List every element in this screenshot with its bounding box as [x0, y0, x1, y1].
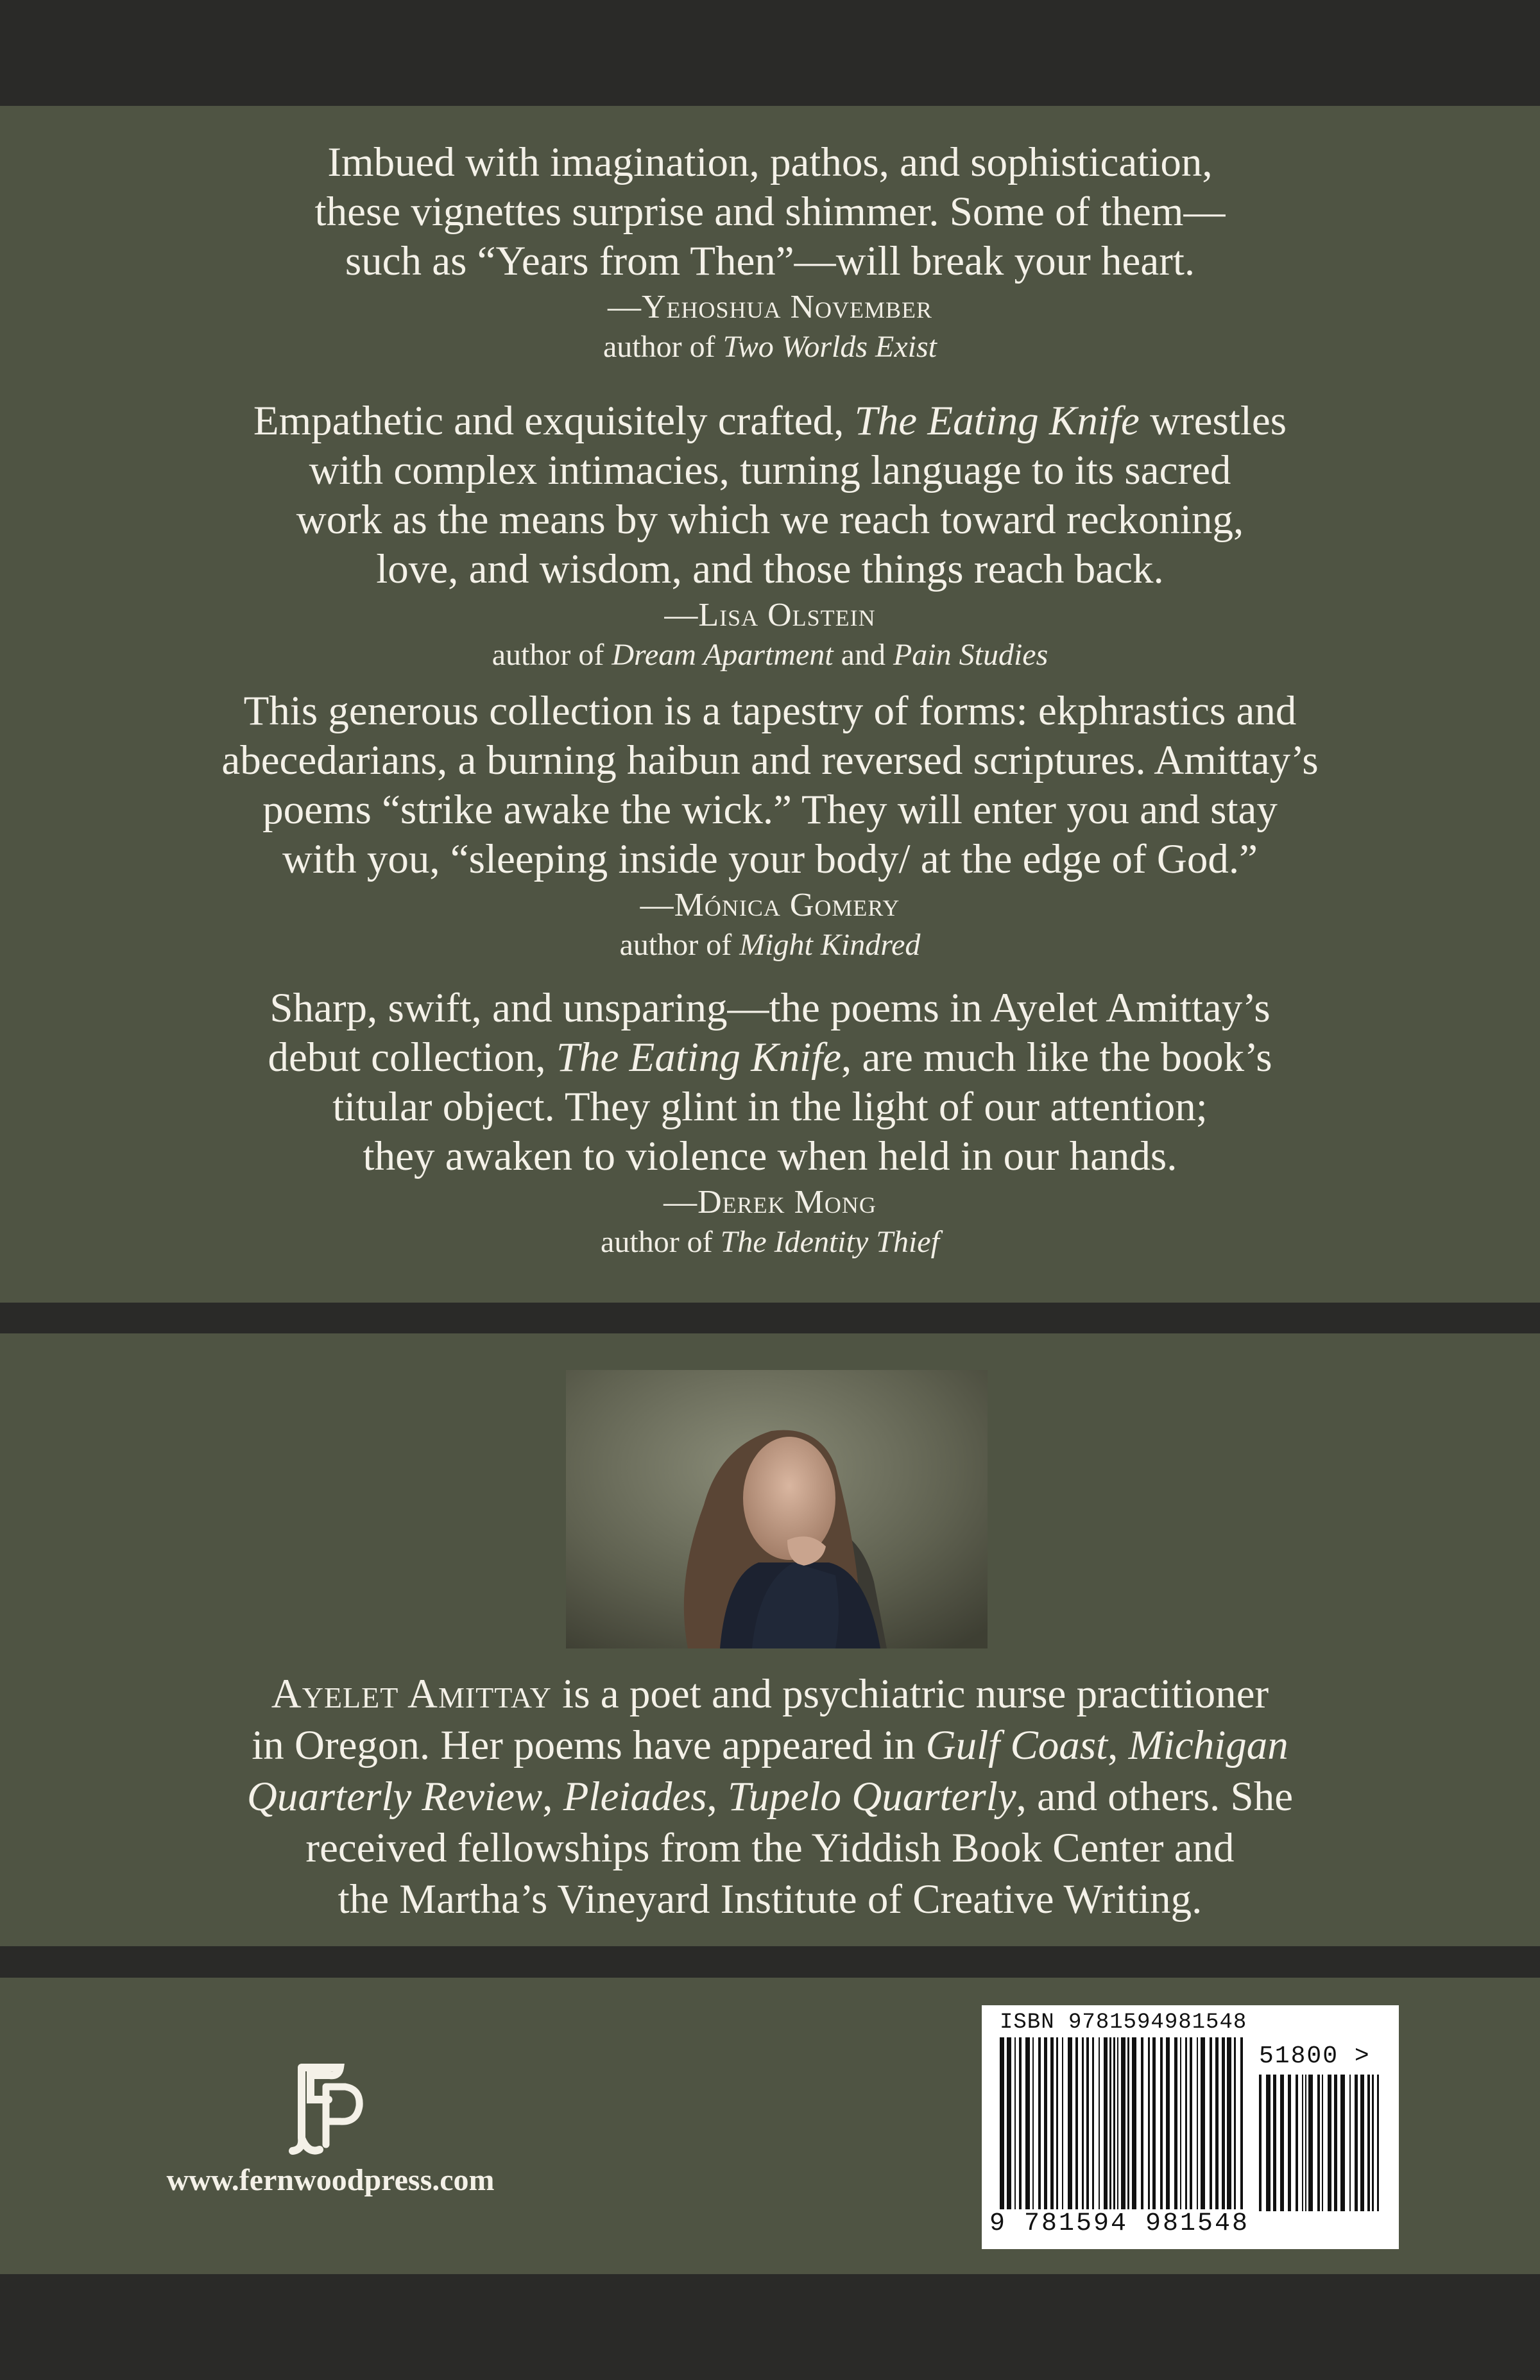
journal-title: Gulf Coast [925, 1722, 1108, 1768]
barcode-bar [1349, 2075, 1351, 2211]
quote-line-1: Sharp, swift, and unsparing—the poems in Ayelet Amittay’s [270, 985, 1270, 1031]
barcode-bar [1104, 2037, 1108, 2209]
barcode-bar [1109, 2037, 1111, 2209]
barcode-bar [1148, 2037, 1150, 2209]
bio-text: , [706, 1774, 728, 1820]
barcode-bar [1044, 2037, 1047, 2209]
barcode-bar [1141, 2037, 1143, 2209]
barcode-bar [1328, 2075, 1331, 2211]
barcode-bar [1340, 2075, 1345, 2211]
barcode-bar [1210, 2037, 1212, 2209]
bio-text: , [1108, 1722, 1129, 1768]
quote-attribution: —Derek Mong [663, 1184, 877, 1220]
book-prefix: author of [603, 330, 723, 364]
publisher-website-link[interactable]: www.fernwoodpress.com [166, 2163, 495, 2197]
book-title: Dream Apartment [612, 638, 834, 672]
barcode-bar [1360, 2075, 1364, 2211]
barcode-bar [1305, 2075, 1306, 2211]
bio-text: , and others. She [1016, 1774, 1294, 1820]
barcode-bar [1201, 2037, 1205, 2209]
isbn-barcode [982, 2005, 1399, 2249]
barcode-bar [1000, 2037, 1004, 2223]
barcode-bar [1056, 2037, 1058, 2209]
journal-title: Tupelo Quarterly [728, 1774, 1016, 1820]
isbn-label: ISBN 9781594981548 [1000, 2010, 1247, 2035]
book-prefix: author of [619, 928, 740, 962]
barcode-bar [1234, 2037, 1236, 2209]
barcode-bar [1019, 2037, 1022, 2209]
book-title: Two Worlds Exist [723, 330, 937, 364]
quote-line-2 [0, 1033, 1540, 1083]
barcode-bar [1185, 2037, 1187, 2209]
bio-line-5: the Martha’s Vineyard Institute of Creative Writing. [338, 1876, 1202, 1922]
barcode-main-bars [1000, 2037, 1250, 2223]
barcode-bar [1152, 2037, 1156, 2209]
barcode-bar [1121, 2037, 1125, 2209]
journal-title: Quarterly Review [246, 1774, 543, 1820]
quote-author-book [0, 635, 1540, 675]
barcode-bar [1296, 2075, 1298, 2211]
bio-text: , [542, 1774, 563, 1820]
barcode-bar [1308, 2075, 1313, 2211]
isbn-digits: 9 781594 981548 [987, 2209, 1252, 2238]
author-photo [566, 1370, 988, 1648]
barcode-bar [1014, 2037, 1016, 2209]
barcode-bar [1322, 2075, 1323, 2211]
barcode-bar [1007, 2037, 1011, 2223]
quote-attribution: —Mónica Gomery [640, 887, 900, 923]
book-joiner: and [833, 638, 893, 672]
book-prefix: author of [601, 1225, 721, 1259]
author-bio [0, 1668, 1540, 1925]
quote-author-book [0, 1222, 1540, 1262]
barcode-bar [1273, 2075, 1276, 2211]
barcode-bar [1082, 2037, 1084, 2209]
barcode-bar [1068, 2037, 1072, 2209]
barcode-bar [1032, 2037, 1034, 2209]
bio-text: in Oregon. Her poems have appeared in [252, 1722, 926, 1768]
quote-lead-tail: , are much like the book’s [841, 1034, 1272, 1081]
barcode-bar [1160, 2037, 1163, 2209]
book-title: Might Kindred [739, 928, 921, 962]
bio-line-3 [0, 1771, 1540, 1822]
barcode-bar [1174, 2037, 1177, 2223]
quote-book-title: The Eating Knife [854, 398, 1140, 444]
bio-line-2 [0, 1720, 1540, 1771]
quote-text: titular object. They glint in the light of our attention; they awaken to violence when held in our hands. [332, 1084, 1208, 1179]
quote-text: This generous collection is a tapestry of forms: ekphrastics and abecedarians, a burning haibun and reversed scriptures. Amittay’s poems “strike awake the wick.” They will enter you and stay with you, “sleeping inside your body/ at the edge of God.” [221, 688, 1319, 882]
fp-monogram-icon [289, 2061, 366, 2157]
book-title-2: Pain Studies [893, 638, 1048, 672]
journal-title: Pleiades [563, 1774, 707, 1820]
quote-attribution: —Lisa Olstein [664, 597, 876, 633]
quote-lead: Empathetic and exquisitely crafted, [253, 398, 855, 444]
quote-attribution: —Yehoshua November [607, 289, 933, 325]
book-title: The Identity Thief [720, 1225, 939, 1259]
quote-author-book [0, 327, 1540, 367]
barcode-bar [1190, 2037, 1192, 2209]
bio-author-name: Ayelet Amittay [271, 1671, 552, 1717]
barcode-bar [1215, 2037, 1219, 2209]
barcode-bar [1113, 2037, 1115, 2209]
barcode-bar [1197, 2037, 1198, 2209]
barcode-bar [1355, 2075, 1358, 2211]
barcode-bar [1092, 2037, 1094, 2209]
barcode-bar [1222, 2037, 1225, 2209]
praise-quote-4 [0, 984, 1540, 1262]
price-code: 51800 > [1259, 2042, 1371, 2070]
barcode-bar [1086, 2037, 1089, 2209]
barcode-bar [1075, 2037, 1078, 2209]
barcode-bar [1127, 2037, 1129, 2209]
barcode-bar [1180, 2037, 1181, 2209]
barcode-bar [1038, 2037, 1041, 2209]
quote-text: with complex intimacies, turning language to its sacred work as the means by which we reach toward reckoning, love, and wisdom, and those things reach back. [296, 447, 1244, 592]
quote-book-title: The Eating Knife [556, 1034, 842, 1081]
bio-line-1 [0, 1668, 1540, 1720]
barcode-bar [1266, 2075, 1270, 2211]
praise-quote-2 [0, 397, 1540, 675]
praise-quote-3 [0, 687, 1540, 965]
barcode-bar [1227, 2037, 1231, 2209]
barcode-bar [1302, 2075, 1303, 2211]
praise-quote-1 [0, 138, 1540, 367]
barcode-bar [1062, 2037, 1063, 2209]
quote-author-book [0, 925, 1540, 965]
quote-text: Imbued with imagination, pathos, and sophistication, these vignettes surprise and shimmer. Some of them— such as “Years from Then”—will break your heart. [314, 139, 1226, 284]
bio-text: is a poet and psychiatric nurse practitioner [551, 1671, 1269, 1717]
barcode-addon-bars [1259, 2075, 1381, 2225]
quote-lead-tail: wrestles [1139, 398, 1287, 444]
barcode-bar [1288, 2075, 1291, 2211]
barcode-bar [1117, 2037, 1118, 2209]
journal-title: Michigan [1128, 1722, 1288, 1768]
barcode-bar [1317, 2075, 1320, 2211]
bio-line-4: received fellowships from the Yiddish Book Center and [305, 1825, 1235, 1871]
barcode-bar [1259, 2075, 1262, 2211]
barcode-bar [1050, 2037, 1054, 2209]
barcode-bar [1367, 2075, 1370, 2211]
book-prefix: author of [492, 638, 612, 672]
barcode-bar [1099, 2037, 1100, 2209]
quote-text-lead [0, 397, 1540, 446]
barcode-bar [1132, 2037, 1136, 2209]
quote-lead: debut collection, [268, 1034, 556, 1081]
barcode-bar [1377, 2075, 1379, 2211]
barcode-bar [1240, 2037, 1243, 2209]
barcode-bar [1280, 2075, 1284, 2211]
barcode-bar [1166, 2037, 1170, 2223]
barcode-bar [1334, 2075, 1337, 2211]
barcode-bar [1025, 2037, 1030, 2209]
barcode-bar [1372, 2075, 1374, 2211]
